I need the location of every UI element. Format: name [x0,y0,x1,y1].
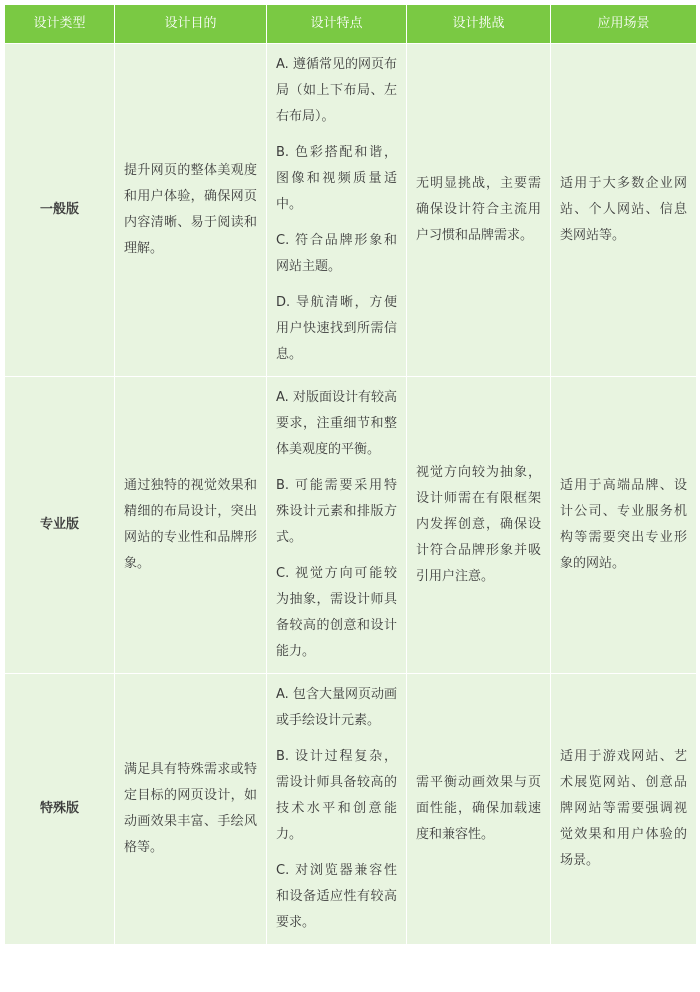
paragraph: B. 色彩搭配和谐，图像和视频质量适中。 [276,145,397,212]
cell-purpose [115,44,267,377]
table-header [5,5,697,44]
paragraph: C. 对浏览器兼容性和设备适应性有较高要求。 [276,863,397,930]
cell-category: 专业版 [5,377,115,674]
column-header-design-features: 设计特点 [267,5,407,44]
paragraph: 适用于大多数企业网站、个人网站、信息类网站等。 [560,176,687,243]
cell-features [267,377,407,674]
column-header-design-type: 设计类型 [5,5,115,44]
paragraph: C. 符合品牌形象和网站主题。 [276,233,397,274]
cell-features [267,674,407,945]
cell-challenges [407,377,551,674]
paragraph: A. 对版面设计有较高要求，注重细节和整体美观度的平衡。 [276,390,397,457]
paragraph: B. 设计过程复杂，需设计师具备较高的技术水平和创意能力。 [276,749,397,842]
cell-category: 一般版 [5,44,115,377]
paragraph: 视觉方向较为抽象，设计师需在有限框架内发挥创意，确保设计符合品牌形象并吸引用户注意。 [416,465,541,584]
cell-challenges [407,674,551,945]
cell-purpose [115,674,267,945]
column-header-application-scenarios: 应用场景 [551,5,697,44]
paragraph: 通过独特的视觉效果和精细的布局设计，突出网站的专业性和品牌形象。 [124,478,257,571]
table-row [5,44,697,377]
table-row [5,377,697,674]
table-header-row [5,5,697,44]
cell-scenarios [551,674,697,945]
cell-challenges [407,44,551,377]
paragraph: C. 视觉方向可能较为抽象，需设计师具备较高的创意和设计能力。 [276,566,397,659]
paragraph: 满足具有特殊需求或特定目标的网页设计，如动画效果丰富、手绘风格等。 [124,762,257,855]
cell-scenarios [551,377,697,674]
paragraph: 无明显挑战，主要需确保设计符合主流用户习惯和品牌需求。 [416,176,541,243]
paragraph: B. 可能需要采用特殊设计元素和排版方式。 [276,478,397,545]
table-body [5,44,697,945]
paragraph: 适用于游戏网站、艺术展览网站、创意品牌网站等需要强调视觉效果和用户体验的场景。 [560,749,687,868]
cell-scenarios [551,44,697,377]
cell-category: 特殊版 [5,674,115,945]
table-row [5,674,697,945]
paragraph: D. 导航清晰，方便用户快速找到所需信息。 [276,295,397,362]
paragraph: 提升网页的整体美观度和用户体验，确保网页内容清晰、易于阅读和理解。 [124,163,257,256]
paragraph: A. 包含大量网页动画或手绘设计元素。 [276,687,397,728]
paragraph: 适用于高端品牌、设计公司、专业服务机构等需要突出专业形象的网站。 [560,478,687,571]
paragraph: A. 遵循常见的网页布局（如上下布局、左右布局）。 [276,57,397,124]
design-comparison-table [4,4,697,945]
paragraph: 需平衡动画效果与页面性能，确保加载速度和兼容性。 [416,775,541,842]
cell-features [267,44,407,377]
cell-purpose [115,377,267,674]
column-header-design-purpose: 设计目的 [115,5,267,44]
column-header-design-challenges: 设计挑战 [407,5,551,44]
